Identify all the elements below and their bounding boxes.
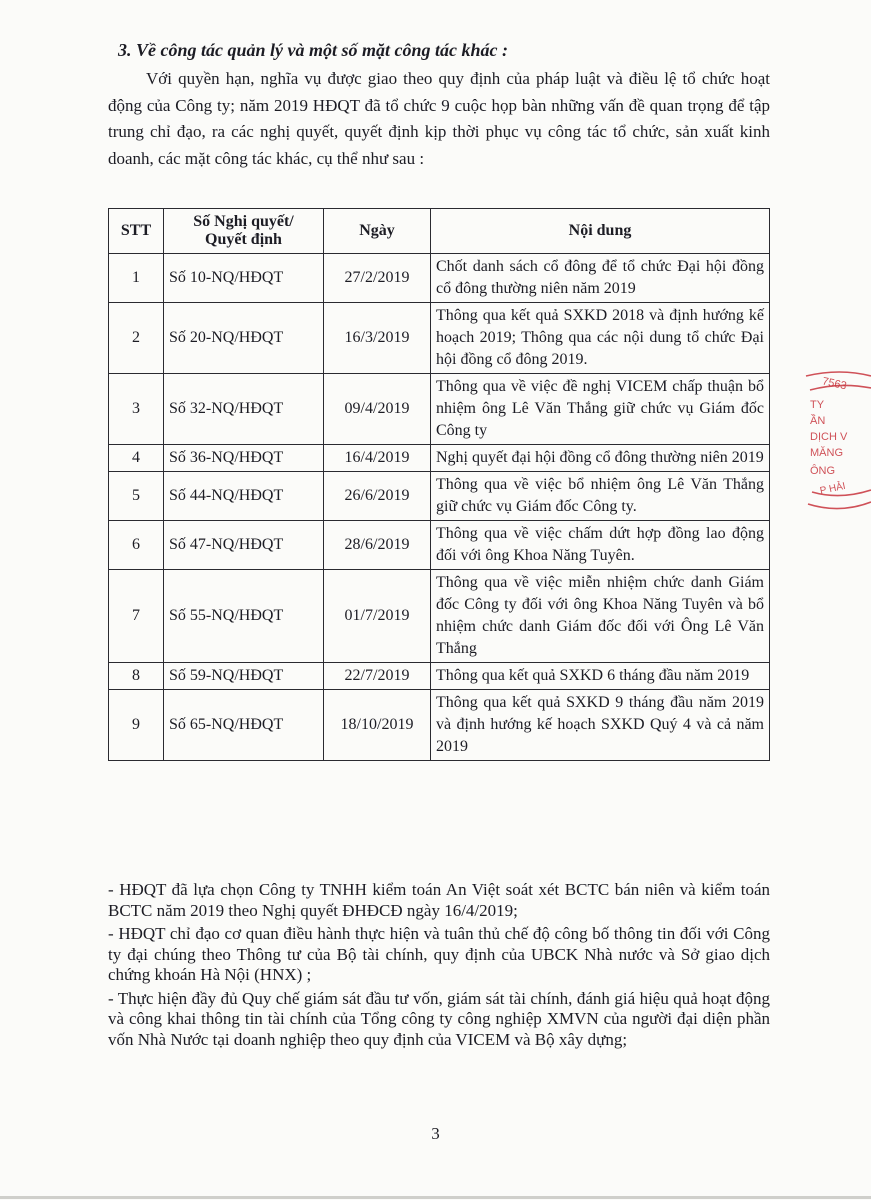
cell-stt: 1 (109, 254, 164, 303)
notes-section (108, 880, 770, 1053)
table-row (109, 663, 770, 690)
table-row (109, 521, 770, 570)
cell-date: 16/3/2019 (324, 303, 431, 374)
cell-number: Số 65-NQ/HĐQT (164, 690, 324, 761)
intro-paragraph (108, 66, 770, 172)
cell-content: Nghị quyết đại hội đồng cổ đông thường niên 2019 (431, 445, 770, 472)
cell-date: 01/7/2019 (324, 570, 431, 663)
page-number: 3 (431, 1124, 440, 1143)
stamp-text-fragment: ẦN (810, 415, 826, 427)
table-row (109, 374, 770, 445)
cell-number: Số 59-NQ/HĐQT (164, 663, 324, 690)
stamp-text-fragment: TY (810, 399, 825, 411)
cell-date: 28/6/2019 (324, 521, 431, 570)
cell-number: Số 20-NQ/HĐQT (164, 303, 324, 374)
stamp-text-fragment: 7563 (821, 375, 848, 393)
cell-number: Số 32-NQ/HĐQT (164, 374, 324, 445)
cell-content: Thông qua kết quả SXKD 6 tháng đầu năm 2019 (431, 663, 770, 690)
cell-stt: 7 (109, 570, 164, 663)
table-row (109, 445, 770, 472)
cell-stt: 6 (109, 521, 164, 570)
table-row (109, 472, 770, 521)
cell-number: Số 55-NQ/HĐQT (164, 570, 324, 663)
table-row (109, 570, 770, 663)
cell-date: 18/10/2019 (324, 690, 431, 761)
cell-date: 26/6/2019 (324, 472, 431, 521)
note-item: - HĐQT chỉ đạo cơ quan điều hành thực hiện và tuân thủ chế độ công bố thông tin đối với Công ty đại chúng theo Thông tư của Bộ tài chính, quy định của UBCK Nhà nước và Sở giao dịch chứng khoán Hà Nội (HNX) ; (108, 924, 770, 984)
cell-number: Số 47-NQ/HĐQT (164, 521, 324, 570)
note-item: - Thực hiện đầy đủ Quy chế giám sát đầu tư vốn, giám sát tài chính, đánh giá hiệu quả hoạt động và công khai thông tin tài chính của Tổng công ty công nghiệp XMVN của người đại diện phần vốn Nhà Nước tại doanh nghiệp theo quy định của VICEM và Bộ xây dựng; (108, 988, 770, 1049)
intro-text: Với quyền hạn, nghĩa vụ được giao theo quy định của pháp luật và điều lệ tổ chức hoạt động của Công ty; năm 2019 HĐQT đã tổ chức 9 cuộc họp bàn những vấn đề quan trọng để tập trung chỉ đạo, ra các nghị quyết, quyết định kịp thời phục vụ công tác tổ chức, sản xuất kinh doanh, các mặt công tác khác, cụ thể như sau : (108, 69, 770, 168)
header-number (164, 209, 324, 254)
header-content: Nội dung (431, 209, 770, 254)
cell-stt: 8 (109, 663, 164, 690)
table-row (109, 690, 770, 761)
note-item: - HĐQT đã lựa chọn Công ty TNHH kiểm toán An Việt soát xét BCTC bán niên và kiểm toán BCTC năm 2019 theo Nghị quyết ĐHĐCĐ ngày 16/4/2019; (108, 880, 770, 920)
cell-stt: 3 (109, 374, 164, 445)
table-row (109, 254, 770, 303)
cell-stt: 2 (109, 303, 164, 374)
cell-content: Chốt danh sách cổ đông để tổ chức Đại hội đồng cổ đông thường niên năm 2019 (431, 254, 770, 303)
stamp-text-fragment: ÔNG (810, 465, 836, 477)
cell-content: Thông qua về việc miễn nhiệm chức danh Giám đốc Công ty đối với ông Khoa Năng Tuyên và bổ nhiệm chức danh Giám đốc đối với Ông Lê Văn Thắng (431, 570, 770, 663)
cell-content: Thông qua kết quả SXKD 2018 và định hướng kế hoạch 2019; Thông qua các nội dung tổ chức Đại hội đồng cổ đông 2019. (431, 303, 770, 374)
cell-number: Số 36-NQ/HĐQT (164, 445, 324, 472)
company-seal-stamp (800, 368, 871, 513)
scan-edge-line (0, 1196, 871, 1199)
resolutions-table (108, 208, 770, 761)
cell-stt: 4 (109, 445, 164, 472)
cell-number: Số 10-NQ/HĐQT (164, 254, 324, 303)
section-heading: 3. Về công tác quản lý và một số mặt công tác khác : (118, 40, 508, 60)
cell-stt: 9 (109, 690, 164, 761)
cell-content: Thông qua về việc bổ nhiệm ông Lê Văn Thắng giữ chức vụ Giám đốc Công ty. (431, 472, 770, 521)
cell-content: Thông qua kết quả SXKD 9 tháng đầu năm 2019 và định hướng kế hoạch SXKD Quý 4 và cả năm 2019 (431, 690, 770, 761)
cell-content: Thông qua về việc đề nghị VICEM chấp thuận bổ nhiệm ông Lê Văn Thắng giữ chức vụ Giám đốc Công ty (431, 374, 770, 445)
cell-date: 16/4/2019 (324, 445, 431, 472)
cell-content: Thông qua về việc chấm dứt hợp đồng lao động đối với ông Khoa Năng Tuyên. (431, 521, 770, 570)
header-date: Ngày (324, 209, 431, 254)
stamp-text-fragment: P HẢI (818, 480, 847, 497)
cell-date: 22/7/2019 (324, 663, 431, 690)
cell-number: Số 44-NQ/HĐQT (164, 472, 324, 521)
header-number-line1: Số Nghị quyết/ (193, 213, 294, 230)
cell-date: 09/4/2019 (324, 374, 431, 445)
header-number-line2: Quyết định (205, 231, 282, 248)
header-stt: STT (109, 209, 164, 254)
table-header-row (109, 209, 770, 254)
cell-date: 27/2/2019 (324, 254, 431, 303)
table-row (109, 303, 770, 374)
stamp-text-fragment: DỊCH V (810, 431, 848, 443)
cell-stt: 5 (109, 472, 164, 521)
stamp-text-fragment: MĂNG (810, 447, 843, 459)
